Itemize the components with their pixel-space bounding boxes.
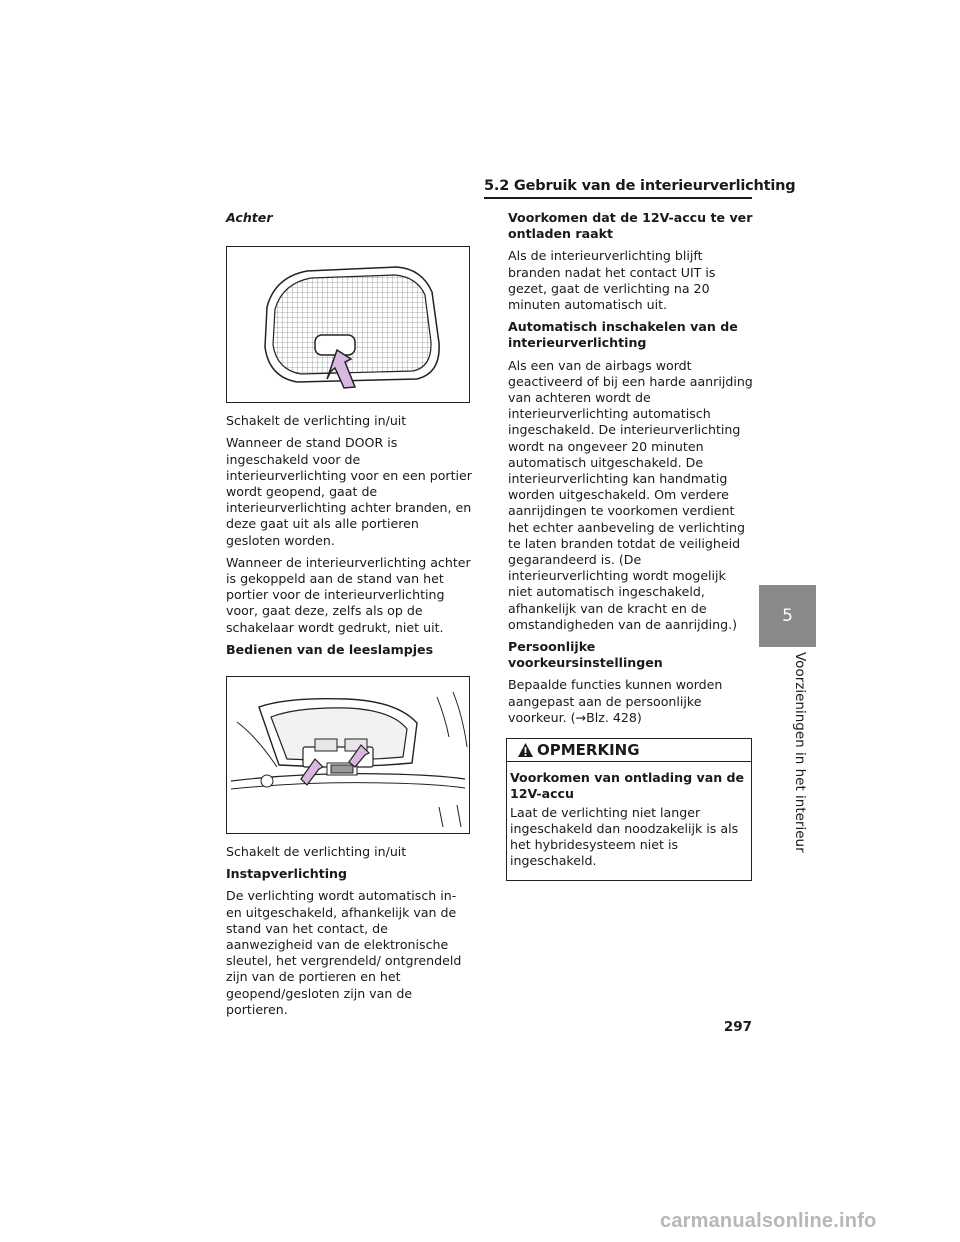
chapter-number: 5 [782, 606, 793, 626]
watermark: carmanualsonline.info [660, 1210, 877, 1232]
personal-settings-paragraph: Bepaalde functies kunnen worden aangepast aan de persoonlijke voorkeur. (→Blz. 428) [508, 677, 723, 725]
notice-header [507, 739, 751, 762]
caption-reading-switch: Schakelt de verlichting in/uit [226, 844, 407, 860]
header-rule [484, 197, 752, 199]
auto-on-paragraph: Als een van de airbags wordt geactiveerd of bij een harde aanrijding van achteren wordt de interieurverlichting automatisch ingeschakeld. De interieurverlichting wordt na ongeveer 20 minuten automatisch uitgeschakeld. De interieurverlichting kan handmatig worden uitgeschakeld. Om verdere aanrijdingen te voorkomen verdient het echter aanbeveling de verlichting te laten branden totdat de veiligheid gegarandeerd is. (De interieurverlichting wordt mogelijk niet automatisch ingeschakeld, afhankelijk van de kracht en de omstandigheden van de aanrijding.) [508, 357, 753, 632]
instap-heading: Instapverlichting [226, 866, 348, 882]
battery-heading: Voorkomen dat de 12V-accu te ver ontladen raakt [508, 210, 753, 242]
chapter-label: Voorzieningen in het interieur [792, 652, 808, 853]
notice-title: OPMERKING [537, 741, 640, 760]
rear-light-illustration [226, 246, 470, 403]
notice-heading: Voorkomen van ontlading van de 12V-accu [510, 770, 745, 802]
section-header-title: 5.2 Gebruik van de interieurverlichting [484, 178, 796, 194]
auto-on-heading: Automatisch inschakelen van de interieurverlichting [508, 319, 738, 351]
warning-icon [517, 742, 534, 764]
page-number: 297 [723, 1019, 752, 1035]
reading-light-illustration [226, 676, 470, 834]
left-column [226, 210, 472, 1024]
notice-box [506, 738, 752, 881]
notice-text: Laat de verlichting niet langer ingeschakeld dan noodzakelijk is als het hybridesysteem niet is ingeschakeld. [510, 804, 739, 869]
linked-door-paragraph: Wanneer de interieurverlichting achter is gekoppeld aan de stand van het portier voor de interieurverlichting voor, gaat deze, zelfs als op de schakelaar wordt gedrukt, niet uit. [226, 554, 471, 635]
battery-paragraph: Als de interieurverlichting blijft branden nadat het contact UIT is gezet, gaat de verlichting na 20 minuten automatisch uit. [508, 248, 716, 313]
caption-rear-switch: Schakelt de verlichting in/uit [226, 413, 407, 429]
chapter-tab [759, 585, 816, 647]
personal-settings-heading: Persoonlijke voorkeursinstellingen [508, 639, 663, 671]
right-column [508, 210, 754, 881]
achter-heading: Achter [226, 210, 273, 225]
notice-body [507, 762, 751, 880]
instap-paragraph: De verlichting wordt automatisch in- en uitgeschakeld, afhankelijk van de stand van het contact, de aanwezigheid van de elektronische sleutel, het vergrendeld/ ontgrendeld zijn van de portieren en het geopend/gesloten zijn van de portieren. [226, 888, 462, 1017]
reading-lights-heading: Bedienen van de leeslampjes [226, 641, 434, 657]
door-mode-paragraph: Wanneer de stand DOOR is ingeschakeld voor de interieurverlichting voor en een portier wordt geopend, gaat de interieurverlichting achter branden, en deze gaat uit als alle portieren gesloten worden. [226, 435, 472, 548]
